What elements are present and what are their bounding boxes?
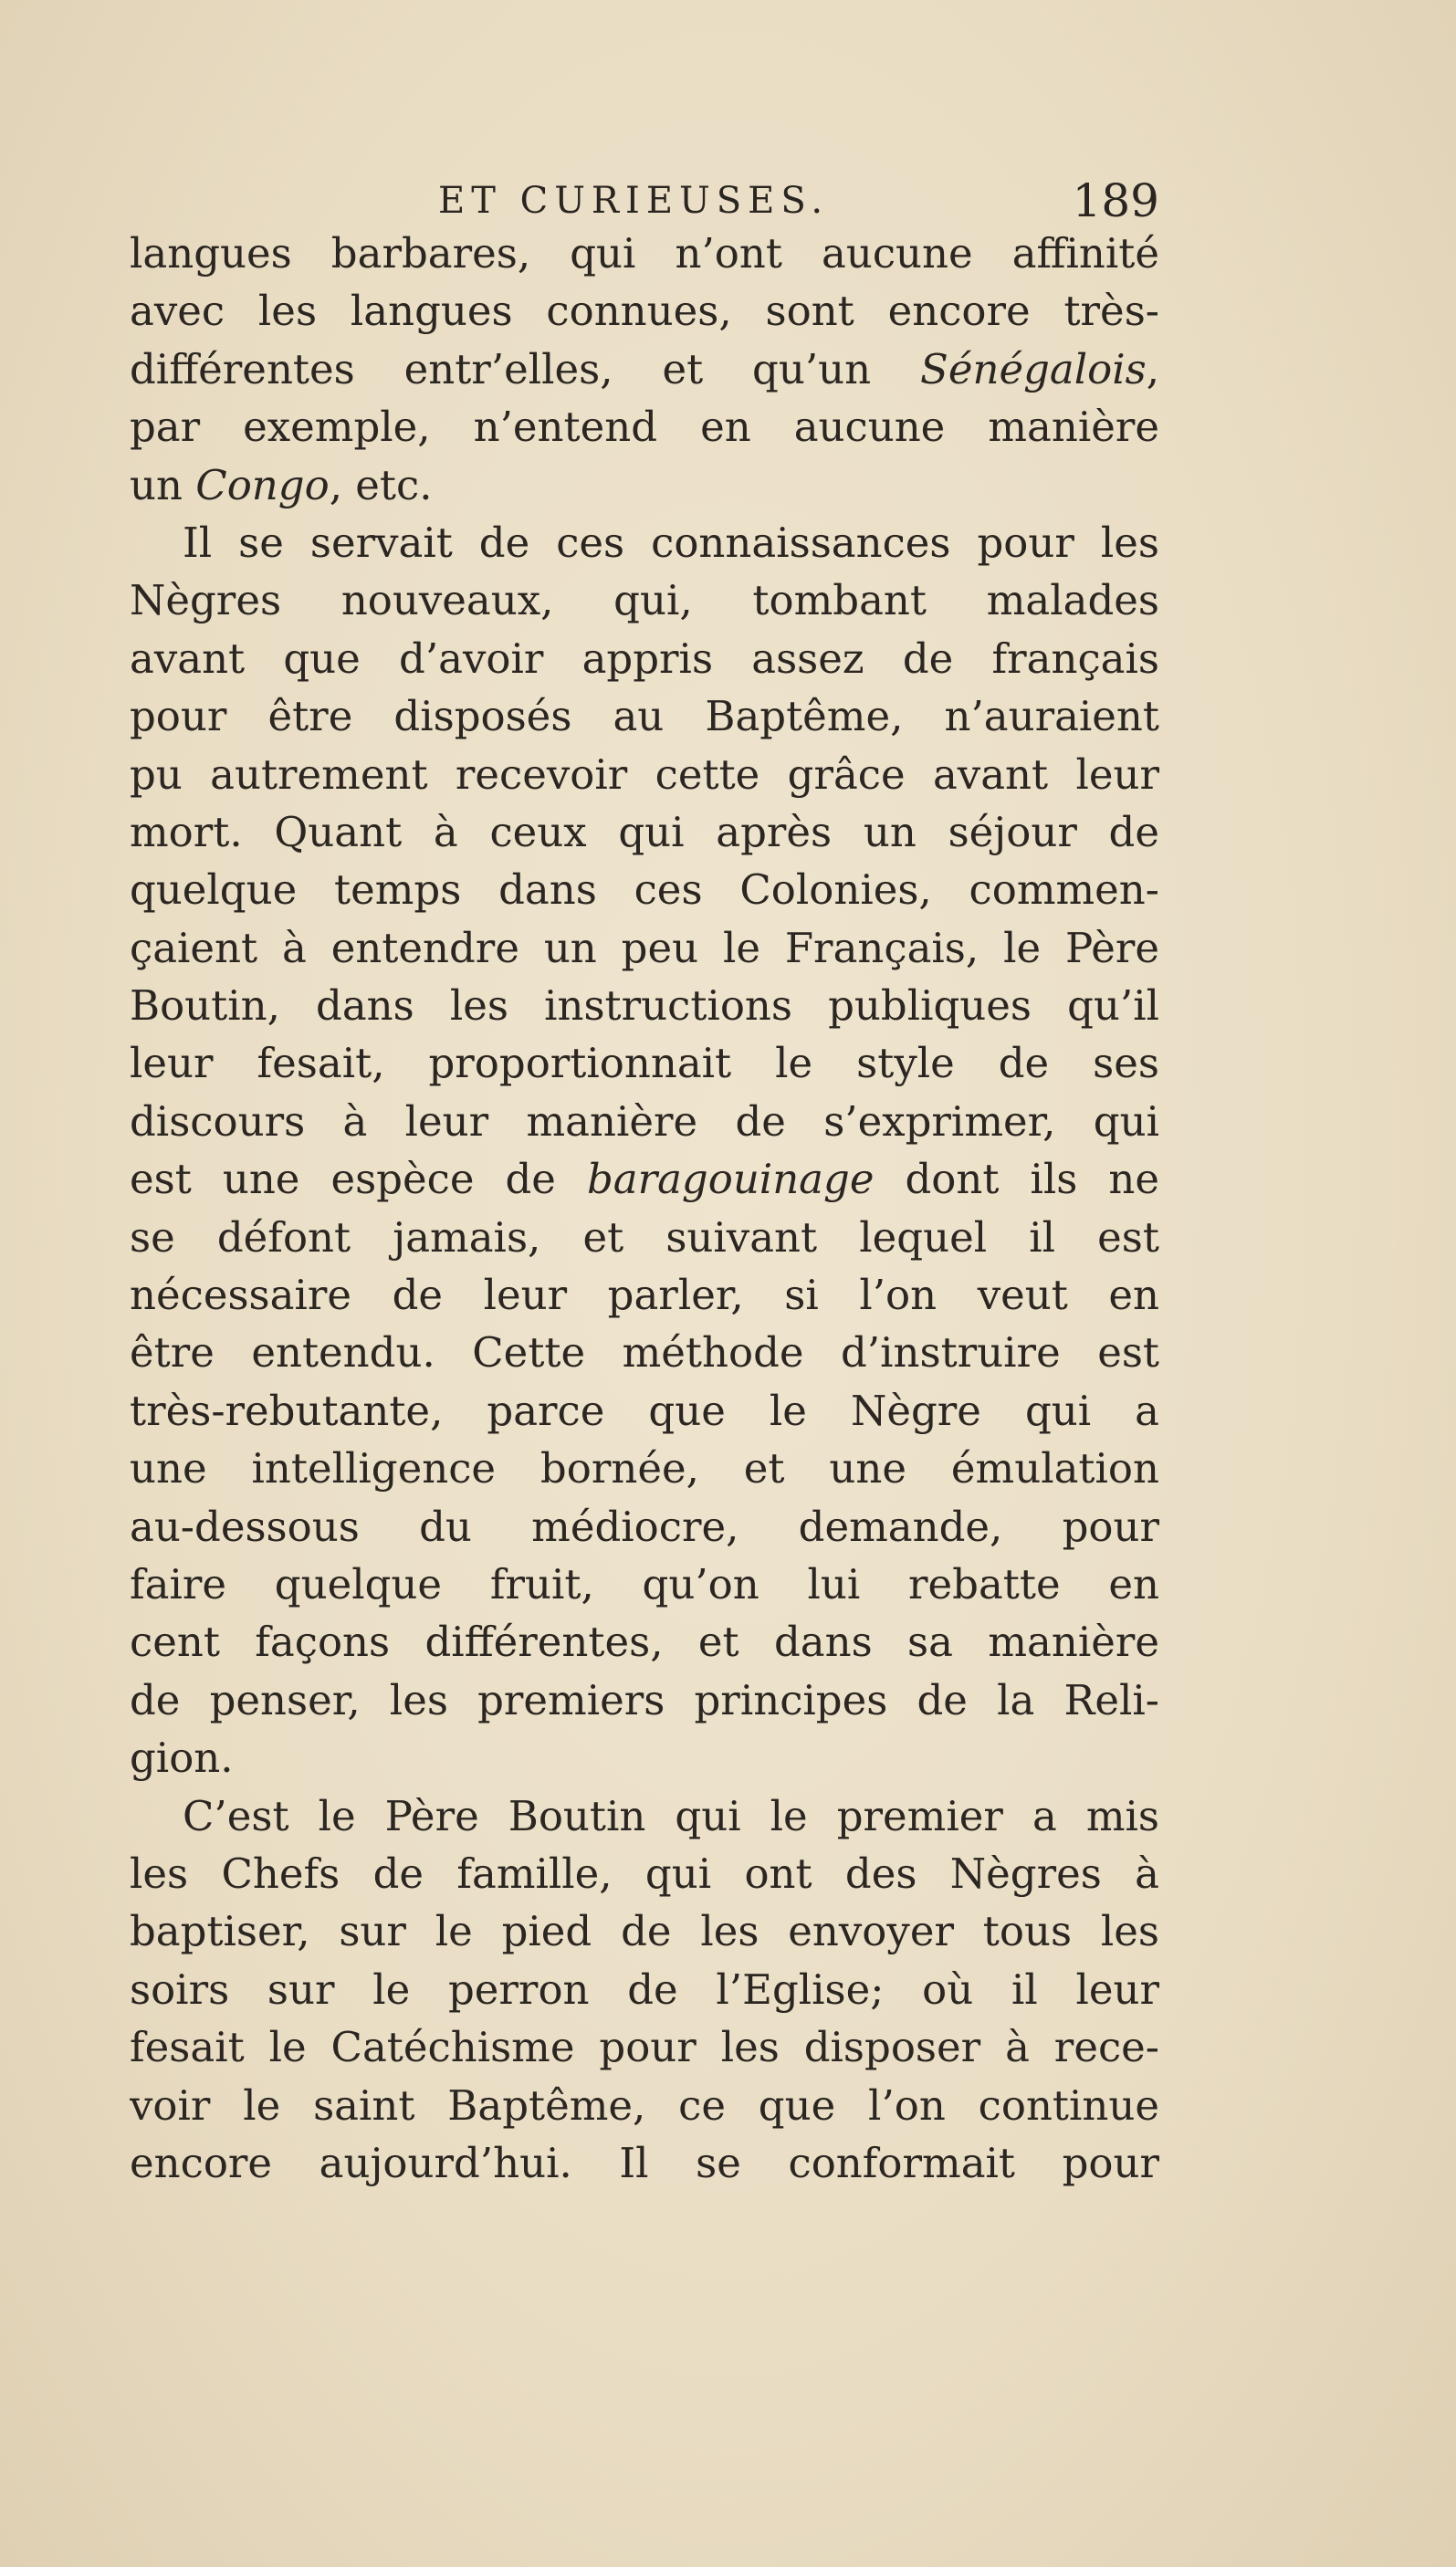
text-line [130,341,1159,398]
text-span: est une espèce de [130,1155,587,1204]
text-line [130,977,1159,1034]
text-span: un [130,460,196,509]
text-line [130,398,1159,456]
text-span: une intelligence bornée, et une émulation [130,1444,1159,1493]
text-line [130,2134,1159,2192]
italic-text: baragouinage [586,1155,875,1204]
text-span: encore aujourd’hui. Il se conformait pour [130,2138,1159,2187]
text-span: çaient à entendre un peu le Français, le Père [130,923,1159,972]
text-line [130,1902,1159,1960]
text-span: très-rebutante, parce que le Nègre qui a [130,1386,1159,1435]
text-line [130,1209,1159,1266]
text-span: différentes entr’elles, et qu’un [130,344,920,393]
text-span: fesait le Catéchisme pour les disposer à rece- [130,2023,1159,2072]
text-line [130,282,1159,340]
text-line [130,1150,1159,1208]
text-line [130,1093,1159,1150]
text-line [130,687,1159,745]
text-span: leur fesait, proportionnait le style de ses [130,1039,1159,1088]
text-span: au-dessous du médiocre, demande, pour [130,1502,1159,1551]
text-span: Il se servait de ces connaissances pour les [183,518,1159,567]
text-span: se défont jamais, et suivant lequel il est [130,1212,1159,1262]
text-span: langues barbares, qui n’ont aucune affinité [130,229,1159,278]
text-line [130,803,1159,861]
text-line [130,630,1159,687]
text-span: nécessaire de leur parler, si l’on veut en [130,1271,1159,1320]
text-span: pour être disposés au Baptême, n’auraient [130,692,1159,741]
text-span: Nègres nouveaux, qui, tombant malades [130,576,1159,625]
running-head: ET CURIEUSES. [438,180,830,222]
text-span: les Chefs de famille, qui ont des Nègres à [130,1849,1159,1898]
text-span: avant que d’avoir appris assez de français [130,634,1159,683]
text-line [130,1556,1159,1613]
text-span: , [1146,344,1159,393]
text-line [130,1961,1159,2018]
italic-text: Congo [195,460,330,509]
text-span: gion. [130,1734,234,1783]
text-span: être entendu. Cette méthode d’instruire est [130,1328,1159,1378]
text-span: dont ils ne [874,1155,1159,1204]
text-line [130,1729,1159,1786]
text-span: baptiser, sur le pied de les envoyer tous les [130,1907,1159,1956]
text-span: C’est le Père Boutin qui le premier a mis [183,1791,1159,1840]
text-span: voir le saint Baptême, ce que l’on continue [130,2080,1159,2130]
text-span: par exemple, n’entend en aucune manière [130,403,1159,452]
text-line [130,2077,1159,2134]
body-text [130,225,1159,2192]
paragraph [130,514,1159,1787]
text-span: cent façons différentes, et dans sa manière [130,1618,1159,1667]
text-line [130,1845,1159,1902]
text-span: avec les langues connues, sont encore très- [130,287,1159,336]
text-line [130,746,1159,803]
text-line [130,2018,1159,2076]
text-line [130,1324,1159,1381]
text-line [130,1787,1159,1845]
text-line [130,514,1159,571]
paragraph [130,1787,1159,2193]
text-span: mort. Quant à ceux qui après un séjour de [130,807,1159,856]
text-line [130,1498,1159,1556]
italic-text: Sénégalois [920,344,1147,393]
text-line [130,571,1159,629]
text-span: de penser, les premiers principes de la Reli- [130,1675,1159,1724]
text-span: discours à leur manière de s’exprimer, qui [130,1096,1159,1146]
paragraph [130,225,1159,514]
text-line [130,861,1159,918]
text-line [130,1440,1159,1497]
text-span: soirs sur le perron de l’Eglise; où il leur [130,1965,1159,2014]
text-line [130,456,1159,514]
page-header [128,172,1159,230]
text-line [130,1613,1159,1671]
text-line [130,1266,1159,1324]
text-line [130,1034,1159,1092]
text-span: pu autrement recevoir cette grâce avant leur [130,749,1159,799]
text-span: quelque temps dans ces Colonies, commen- [130,865,1159,915]
text-line [130,919,1159,977]
page-number: 189 [1072,174,1159,227]
text-line [130,1382,1159,1440]
text-line [130,1671,1159,1729]
text-line [130,225,1159,282]
text-span: , etc. [329,460,433,509]
text-span: Boutin, dans les instructions publiques qu’il [130,981,1159,1031]
text-span: faire quelque fruit, qu’on lui rebatte en [130,1559,1159,1608]
